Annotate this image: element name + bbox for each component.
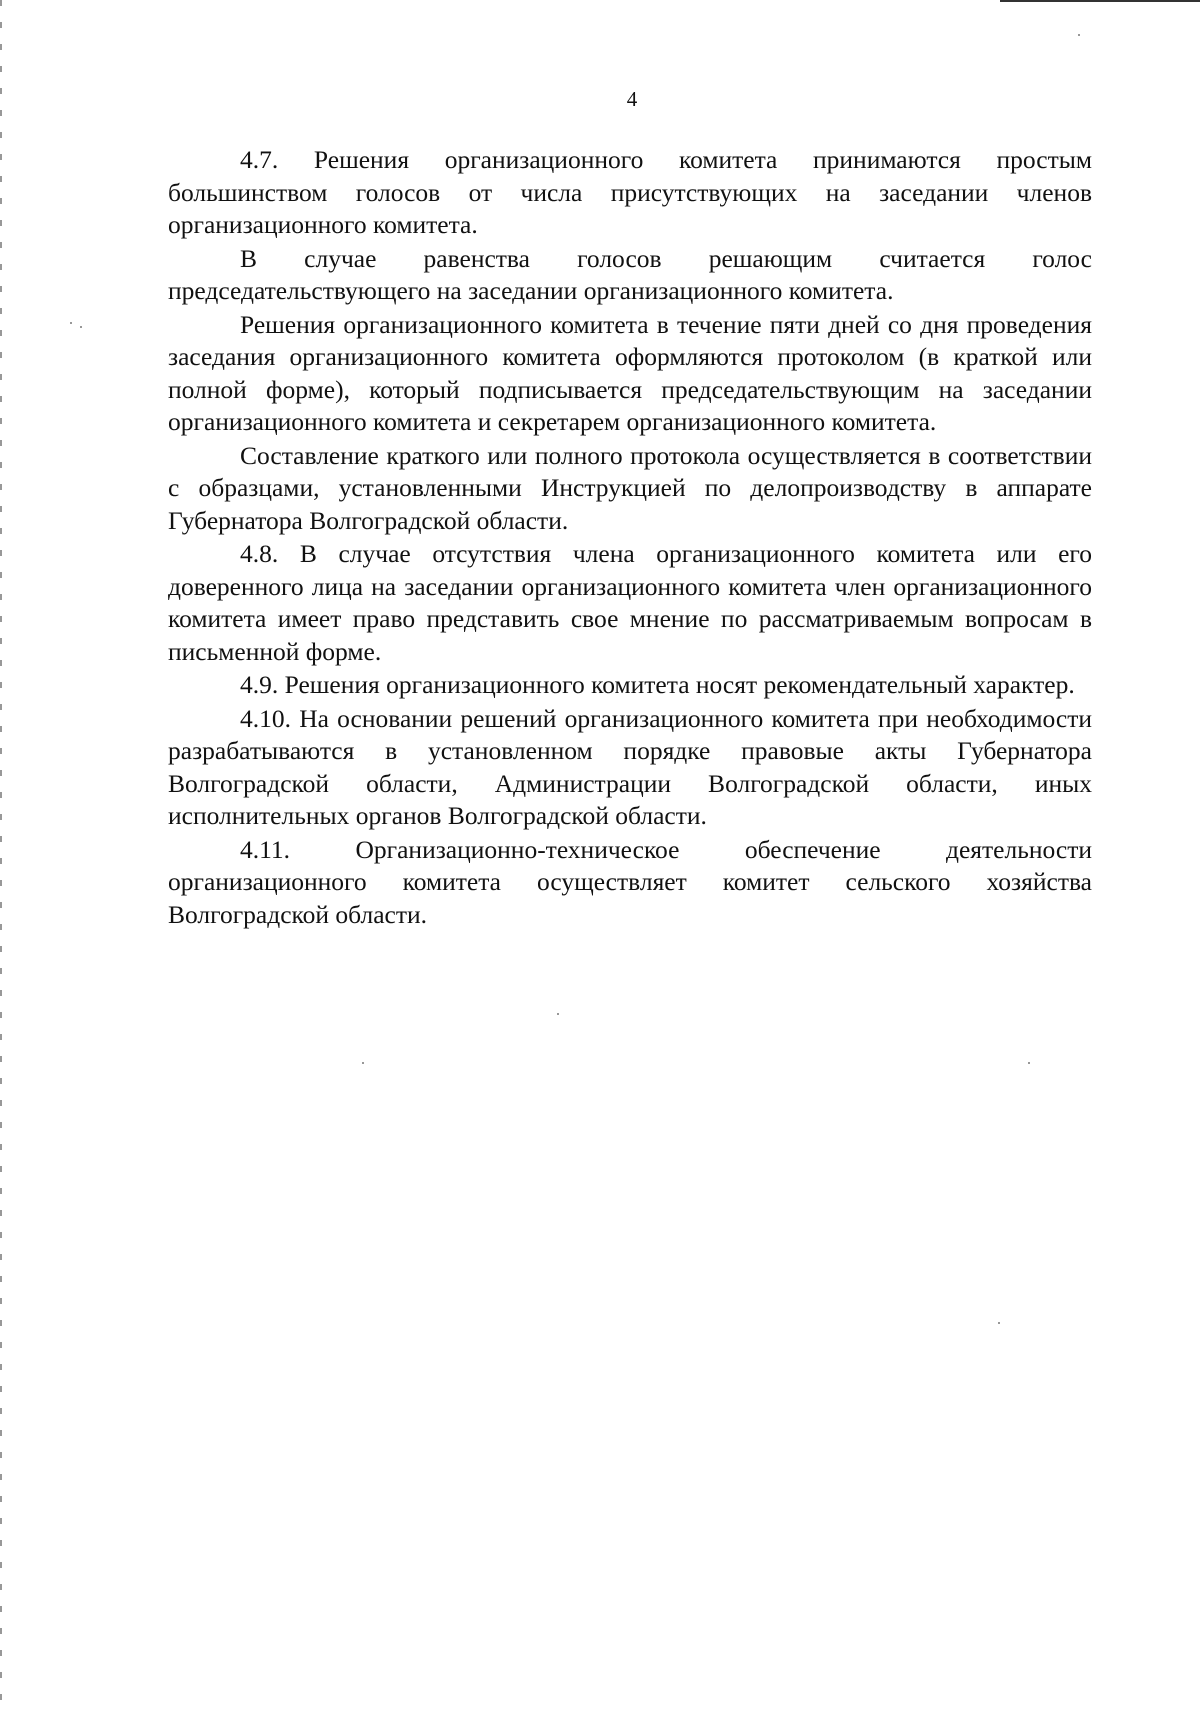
paragraph-4-9: 4.9. Решения организационного комитета носят рекомендательный характер.	[240, 670, 1075, 699]
paragraph-4-11: 4.11. Организационно-техническое обеспечение деятельности организационного комитета осуществляет комитет сельского хозяйства Волгоградской области.	[168, 834, 1092, 929]
paragraph-protocol-format: Составление краткого или полного протокола осуществляется в соответствии с образцами, установленными Инструкцией по делопроизводству в аппарате Губернатора Волгоградской области.	[168, 440, 1092, 535]
scan-speck	[362, 1062, 364, 1064]
scan-speck	[557, 1013, 559, 1015]
paragraph-4-8: 4.8. В случае отсутствия члена организационного комитета или его доверенного лица на заседании организационного комитета член организационного комитета имеет право представить свое мнение по рассматриваемым вопросам в письменной форме.	[168, 539, 1092, 666]
paragraph-4-10: 4.10. На основании решений организационного комитета при необходимости разрабатываются в установленном порядке правовые акты Губернатора Волгоградской области, Администрации Волгоградской области, иных исполнительных органов Волгоградской области.	[168, 703, 1092, 830]
paragraph-4-7: 4.7. Решения организационного комитета принимаются простым большинством голосов от числа присутствующих на заседании членов организационного комитета.	[168, 145, 1092, 239]
page-number: 4	[626, 87, 638, 111]
scan-left-edge-marks	[0, 0, 2, 1716]
document-body	[168, 144, 1092, 931]
scan-speck	[998, 1322, 1000, 1324]
scan-top-edge-line	[1000, 0, 1200, 2]
paragraph-protocol: Решения организационного комитета в течение пяти дней со дня проведения заседания организационного комитета оформляются протоколом (в краткой или полной форме), который подписывается председательствующим на заседании организационного комитета и секретарем организационного комитета.	[168, 309, 1092, 436]
scan-speck	[1028, 1062, 1030, 1064]
paragraph-tie-vote: В случае равенства голосов решающим считается голос председательствующего на заседании организационного комитета.	[168, 243, 1092, 305]
scan-speck	[1078, 34, 1080, 36]
scan-speck	[80, 326, 82, 328]
scan-speck	[70, 322, 72, 324]
